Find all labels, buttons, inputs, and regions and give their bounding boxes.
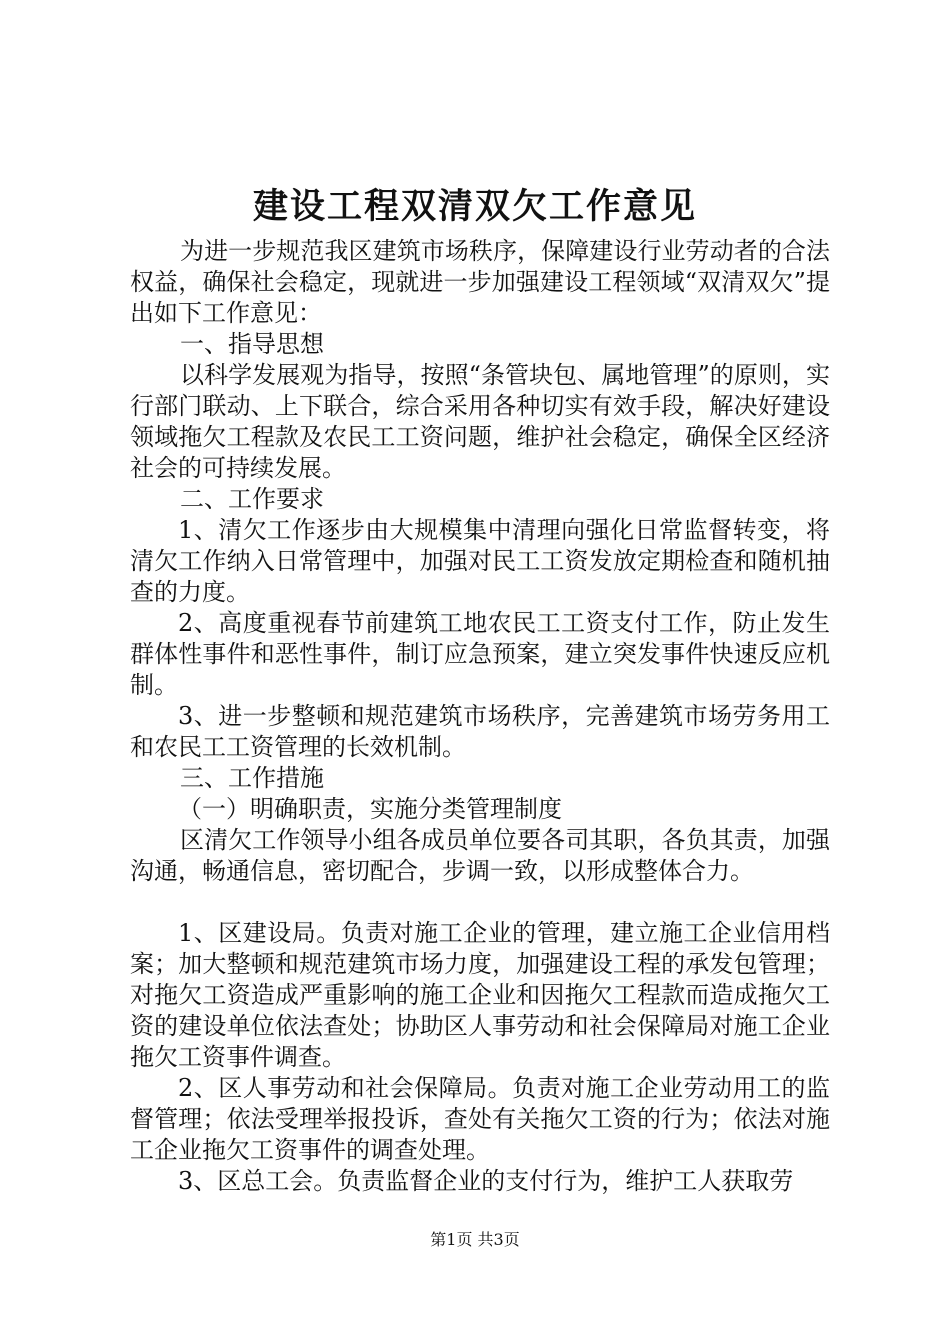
paragraph-construction-bureau: 1、区建设局。负责对施工企业的管理，建立施工企业信用档案；加大整顿和规范建筑市场力度，加强建设工程的承发包管理；对拖欠工资造成严重影响的施工企业和因拖欠工程款而造成拖欠工资的建设单位依法查处；协助区人事劳动和社会保障局对施工企业拖欠工资事件调查。: [130, 919, 830, 1071]
paragraph-trade-union: 3、区总工会。负责监督企业的支付行为，维护工人获取劳: [178, 1167, 794, 1195]
paragraph-leading-group: 区清欠工作领导小组各成员单位要各司其职，各负其责，加强沟通，畅通信息，密切配合，步调一致，以形成整体合力。: [130, 826, 830, 885]
paragraph-requirement-1: 1、清欠工作逐步由大规模集中清理向强化日常监督转变，将清欠工作纳入日常管理中，加强对民工工资发放定期检查和随机抽查的力度。: [130, 516, 830, 606]
paragraph-labour-bureau: 2、区人事劳动和社会保障局。负责对施工企业劳动用工的监督管理；依法受理举报投诉，查处有关拖欠工资的行为；依法对施工企业拖欠工资事件的调查处理。: [130, 1074, 830, 1164]
paragraph-spacer: [130, 887, 830, 918]
heading-work-requirements: 二、工作要求: [180, 485, 324, 513]
paragraph-guiding-ideology: 以科学发展观为指导，按照“条管块包、属地管理”的原则，实行部门联动、上下联合，综合采用各种切实有效手段，解决好建设领域拖欠工程款及农民工工资问题，维护社会稳定，确保全区经济社会的可持续发展。: [130, 361, 830, 482]
paragraph-requirement-3: 3、进一步整顿和规范建筑市场秩序，完善建筑市场劳务用工和农民工工资管理的长效机制。: [130, 702, 830, 761]
document-body: [130, 236, 830, 1197]
document-title: 建设工程双清双欠工作意见: [252, 186, 697, 227]
heading-work-measures: 三、工作措施: [180, 764, 324, 792]
subheading-clarify-duties: （一）明确职责，实施分类管理制度: [178, 795, 562, 823]
page-number-footer: 第1页 共3页: [430, 1230, 520, 1249]
paragraph-requirement-2: 2、高度重视春节前建筑工地农民工工资支付工作，防止发生群体性事件和恶性事件，制订应急预案，建立突发事件快速反应机制。: [130, 609, 830, 699]
heading-guiding-ideology: 一、指导思想: [180, 330, 324, 358]
paragraph-intro: 为进一步规范我区建筑市场秩序，保障建设行业劳动者的合法权益，确保社会稳定，现就进一步加强建设工程领域“双清双欠”提出如下工作意见：: [130, 237, 830, 327]
